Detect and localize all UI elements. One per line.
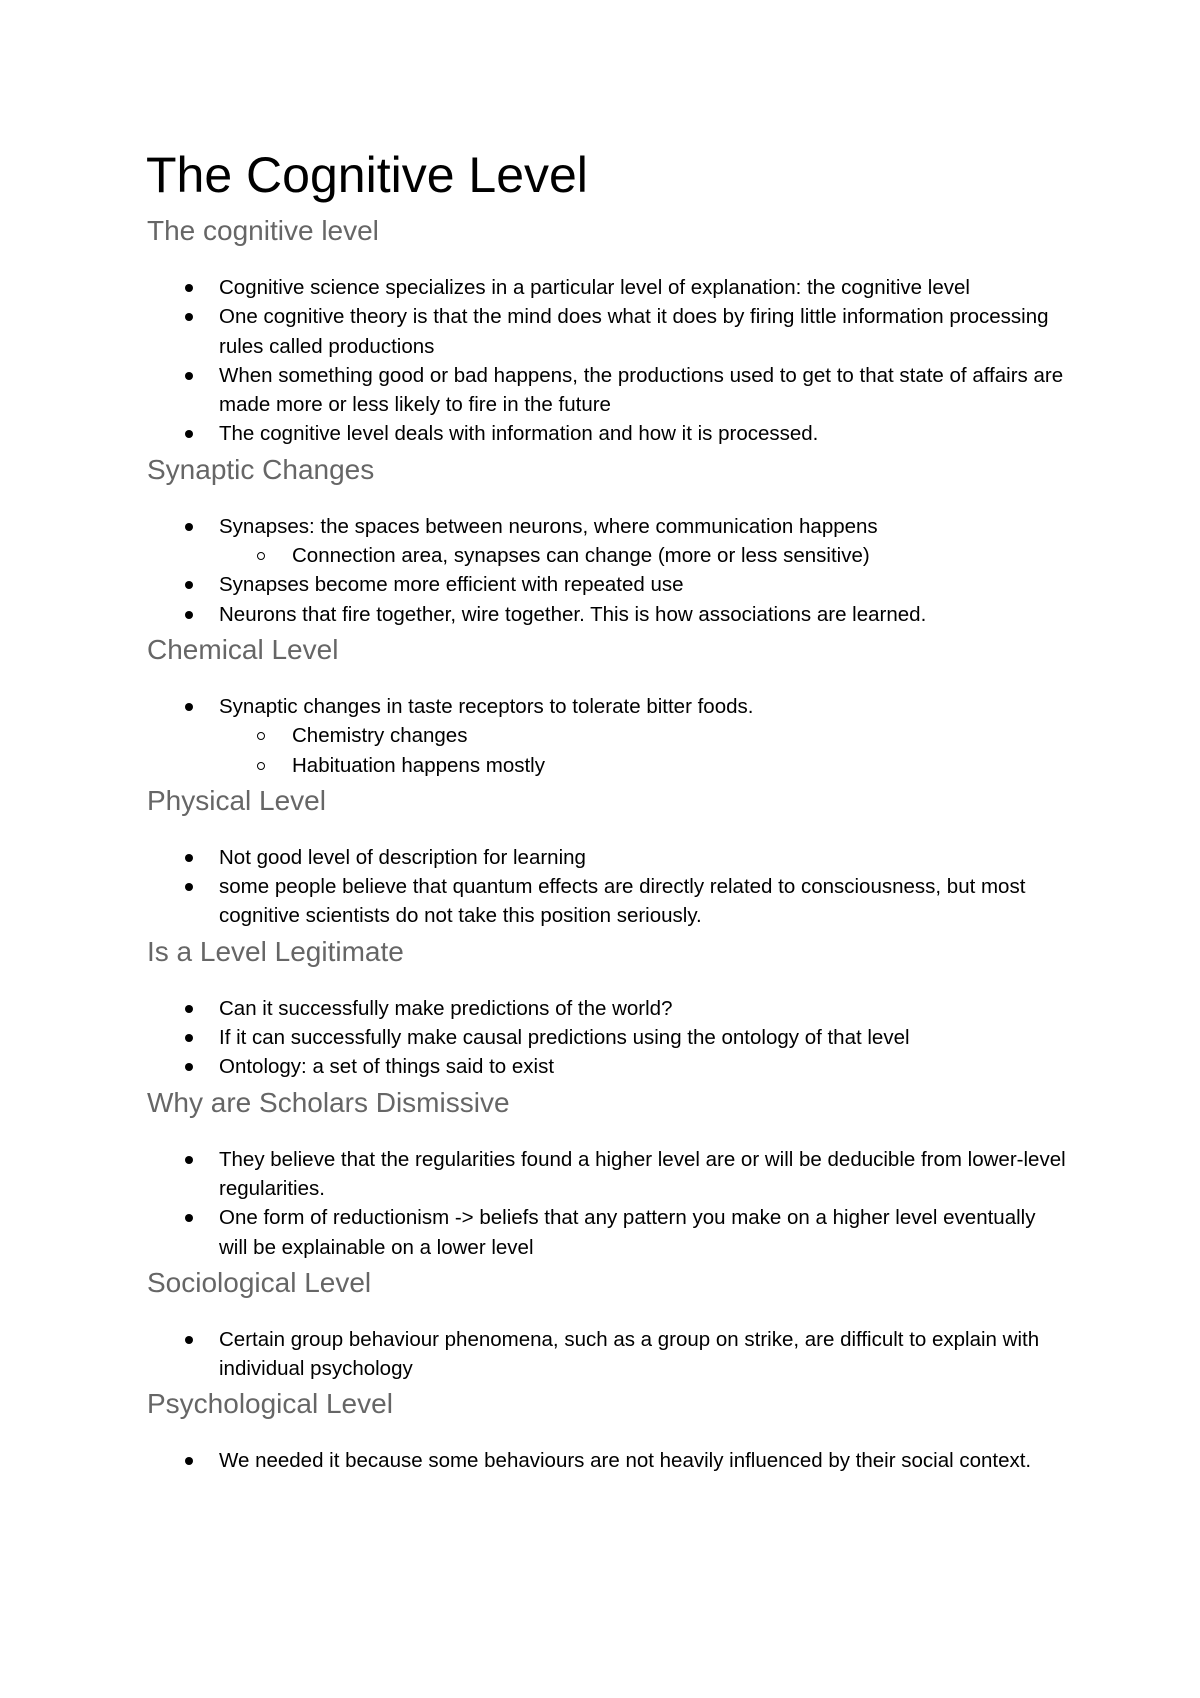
list-item-text: We needed it because some behaviours are not heavily influenced by their social context. — [219, 1449, 1032, 1473]
bullet-dot-icon — [185, 1005, 193, 1013]
list-item — [147, 1203, 1067, 1262]
list-item-text: Neurons that fire together, wire together. This is how associations are learned. — [219, 602, 927, 626]
bullet-list — [147, 512, 1067, 629]
sub-list-item — [147, 751, 1067, 780]
list-item — [147, 273, 1067, 302]
bullet-list — [147, 692, 1067, 780]
list-item — [147, 1446, 1067, 1475]
bullet-ring-icon — [257, 732, 265, 740]
bullet-dot-icon — [185, 611, 193, 619]
list-item — [147, 1325, 1067, 1384]
list-item — [147, 1023, 1067, 1052]
bullet-list — [147, 1325, 1067, 1384]
list-item-text: Cognitive science specializes in a particular level of explanation: the cognitive level — [219, 276, 970, 299]
list-item — [147, 872, 1067, 931]
list-item — [147, 361, 1067, 420]
bullet-ring-icon — [257, 552, 265, 560]
section-heading: Psychological Level — [147, 1388, 393, 1420]
list-item-text: Ontology: a set of things said to exist — [219, 1055, 555, 1079]
section-heading: The cognitive level — [147, 215, 379, 246]
bullet-dot-icon — [185, 1336, 193, 1344]
list-item — [147, 600, 1067, 629]
list-item-text: Synapses become more efficient with repeated use — [219, 573, 684, 597]
list-item — [147, 692, 1067, 721]
bullet-dot-icon — [185, 703, 193, 711]
list-item — [147, 994, 1067, 1023]
list-item-text: They believe that the regularities found a higher level are or will be deducible from lower-level regularities. — [219, 1147, 1066, 1200]
bullet-dot-icon — [185, 883, 193, 891]
bullet-list — [147, 1145, 1067, 1262]
list-item-text: Synapses: the spaces between neurons, where communication happens — [219, 514, 878, 538]
sub-list-item — [147, 541, 1067, 570]
bullet-dot-icon — [185, 1156, 193, 1164]
bullet-dot-icon — [185, 1457, 193, 1465]
list-item-text: One form of reductionism -> beliefs that any pattern you make on a higher level eventually will be explainable on a lower level — [219, 1206, 1036, 1259]
bullet-dot-icon — [185, 430, 193, 438]
section-heading: Why are Scholars Dismissive — [147, 1086, 510, 1118]
list-item — [147, 843, 1067, 872]
bullet-dot-icon — [185, 284, 193, 292]
bullet-dot-icon — [185, 1063, 193, 1071]
bullet-ring-icon — [257, 762, 265, 770]
bullet-dot-icon — [185, 1034, 193, 1042]
section-heading: Physical Level — [147, 784, 326, 816]
list-item — [147, 1052, 1067, 1081]
sub-list-item-text: Chemistry changes — [292, 724, 468, 748]
page-title: The Cognitive Level — [146, 147, 588, 203]
section-heading: Sociological Level — [147, 1266, 372, 1298]
bullet-list — [147, 1446, 1067, 1475]
list-item — [147, 302, 1067, 361]
list-item — [147, 570, 1067, 599]
list-item-text: Not good level of description for learning — [219, 845, 586, 869]
list-item-text: Can it successfully make predictions of the world? — [219, 996, 673, 1020]
bullet-list — [147, 273, 1067, 449]
section-heading: Is a Level Legitimate — [147, 935, 404, 967]
document-body — [147, 210, 1067, 1476]
list-item — [147, 1145, 1067, 1204]
list-item-text: some people believe that quantum effects are directly related to consciousness, but most cognitive scientists do not take this position seriously. — [219, 875, 1026, 928]
list-item-text: One cognitive theory is that the mind does what it does by firing little information processing rules called productions — [219, 305, 1049, 358]
list-item-text: The cognitive level deals with information and how it is processed. — [219, 422, 819, 446]
bullet-dot-icon — [185, 1214, 193, 1222]
bullet-dot-icon — [185, 523, 193, 531]
bullet-dot-icon — [185, 581, 193, 589]
list-item-text: When something good or bad happens, the productions used to get to that state of affairs are made more or less likely to fire in the future — [219, 363, 1064, 417]
sub-list-item — [147, 721, 1067, 750]
sub-list-item-text: Habituation happens mostly — [292, 753, 545, 777]
document-page — [147, 140, 1067, 1476]
bullet-list — [147, 843, 1067, 931]
list-item-text: If it can successfully make causal predictions using the ontology of that level — [219, 1026, 910, 1050]
list-item — [147, 419, 1067, 448]
bullet-list — [147, 994, 1067, 1082]
section-heading: Synaptic Changes — [147, 453, 375, 485]
bullet-dot-icon — [185, 854, 193, 862]
section-heading: Chemical Level — [147, 633, 339, 665]
bullet-dot-icon — [185, 313, 193, 321]
bullet-dot-icon — [185, 372, 193, 380]
list-item-text: Certain group behaviour phenomena, such as a group on strike, are difficult to explain with individual psychology — [219, 1327, 1040, 1381]
list-item — [147, 512, 1067, 541]
list-item-text: Synaptic changes in taste receptors to tolerate bitter foods. — [219, 694, 754, 718]
sub-list-item-text: Connection area, synapses can change (more or less sensitive) — [292, 544, 870, 568]
